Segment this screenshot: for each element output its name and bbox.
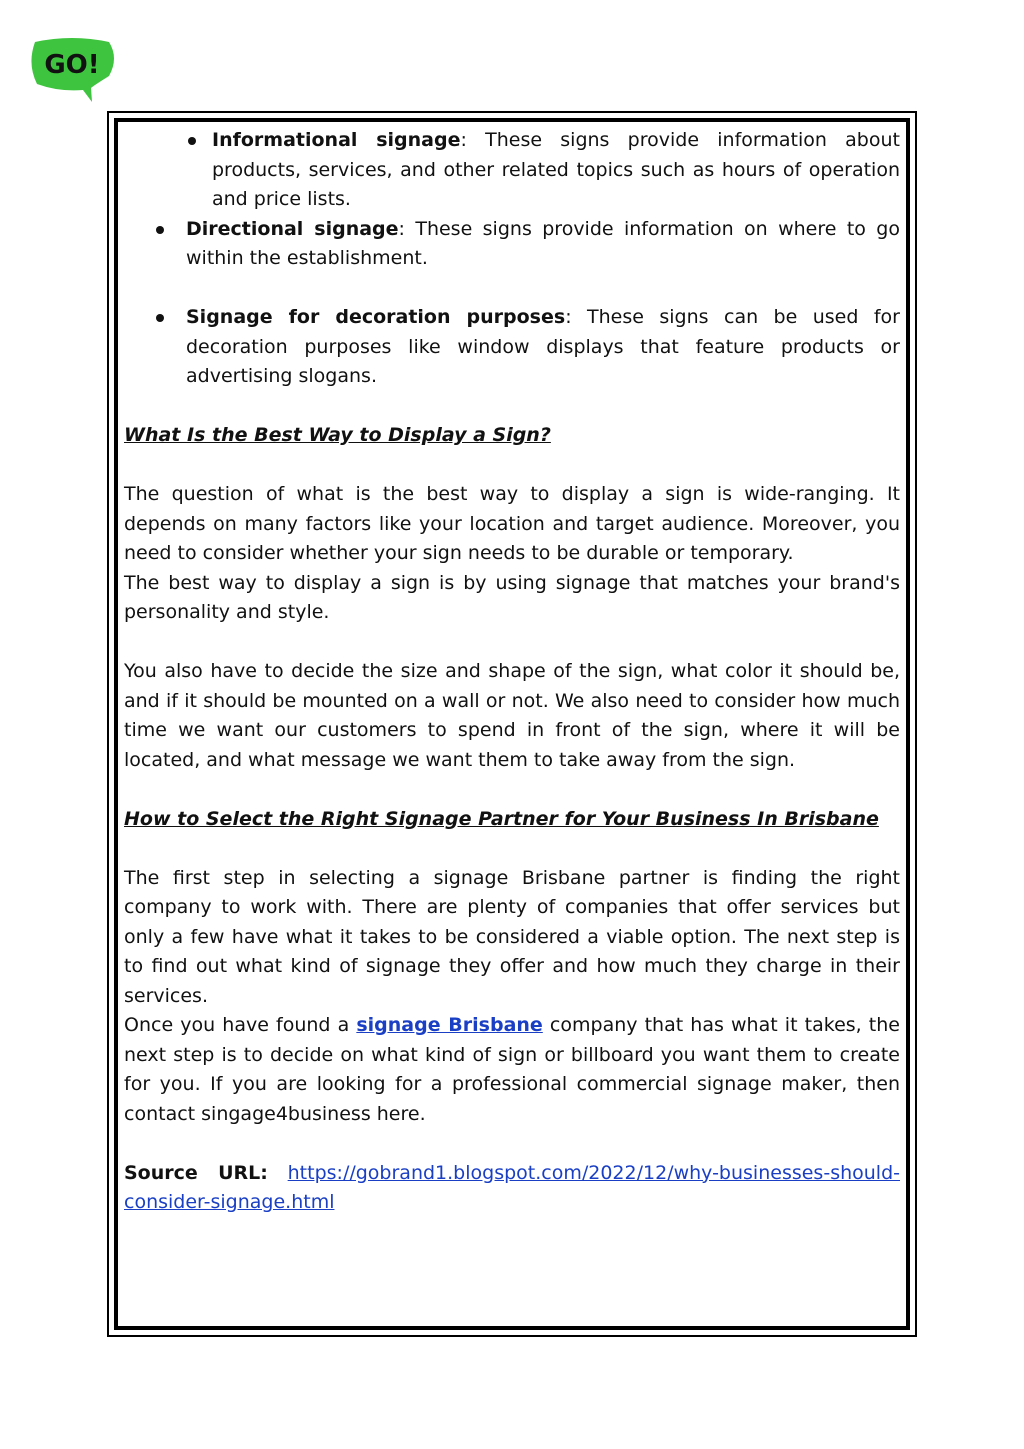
list-item-term: Signage for decoration purposes xyxy=(186,306,566,328)
paragraph: The question of what is the best way to display a sign is wide-ranging. It depends on many factors like your location and target audience. Moreover, you need to consider whether your sign needs to be durable or temporary. xyxy=(124,483,900,564)
source-line xyxy=(124,1159,900,1218)
list-item-text: : These signs provide information on where to go within the establishment. xyxy=(186,217,900,269)
logo-text: GO! xyxy=(44,50,100,80)
spacer xyxy=(124,274,900,304)
list-item-text: : These signs provide information about products, services, and other related topics such as hours of operation and price lists. xyxy=(212,129,900,210)
source-url-link[interactable]: https://gobrand1.blogspot.com/2022/12/why-businesses-should-consider-signage.html xyxy=(124,1161,900,1213)
bullet-icon xyxy=(156,314,164,322)
list-item-term: Informational signage xyxy=(212,129,461,151)
paragraph: The best way to display a sign is by using signage that matches your brand's personality and style. xyxy=(124,571,900,623)
text-run: company that has what it takes, the next step is to decide on what kind of sign or billboard you want them to create for you. If you are looking for a professional commercial signage maker, then contact singage4business here. xyxy=(124,1014,900,1125)
signage-types-list xyxy=(124,126,900,392)
text-run: Once you have found a xyxy=(124,1014,357,1036)
paragraph: The first step in selecting a signage Brisbane partner is finding the right company to work with. There are plenty of companies that offer services but only a few have what it takes to be considered a viable option. The next step is to find out what kind of signage they offer and how much they charge in their services. xyxy=(124,866,900,1007)
signage-brisbane-link[interactable]: signage Brisbane xyxy=(356,1014,543,1036)
bullet-icon xyxy=(156,226,164,234)
bullet-icon xyxy=(188,137,196,145)
go-logo xyxy=(29,36,115,104)
document-body xyxy=(124,126,900,1218)
section-heading-display: What Is the Best Way to Display a Sign? xyxy=(124,424,551,446)
list-item-informational xyxy=(124,126,900,215)
list-item-term: Directional signage xyxy=(186,217,399,240)
paragraph xyxy=(124,1011,900,1129)
list-item-text: : These signs can be used for decoration purposes like window displays that feature products or advertising slogans. xyxy=(186,306,900,387)
paragraph: You also have to decide the size and shape of the sign, what color it should be, and if it should be mounted on a wall or not. We also need to consider how much time we want our customers to spend in front of the sign, where it will be located, and what message we want them to take away from the sign. xyxy=(124,660,900,771)
list-item-directional xyxy=(124,215,900,274)
source-label: Source URL: xyxy=(124,1161,268,1184)
section-heading-partner: How to Select the Right Signage Partner for Your Business In Brisbane xyxy=(124,807,879,830)
list-item-decoration xyxy=(124,303,900,392)
